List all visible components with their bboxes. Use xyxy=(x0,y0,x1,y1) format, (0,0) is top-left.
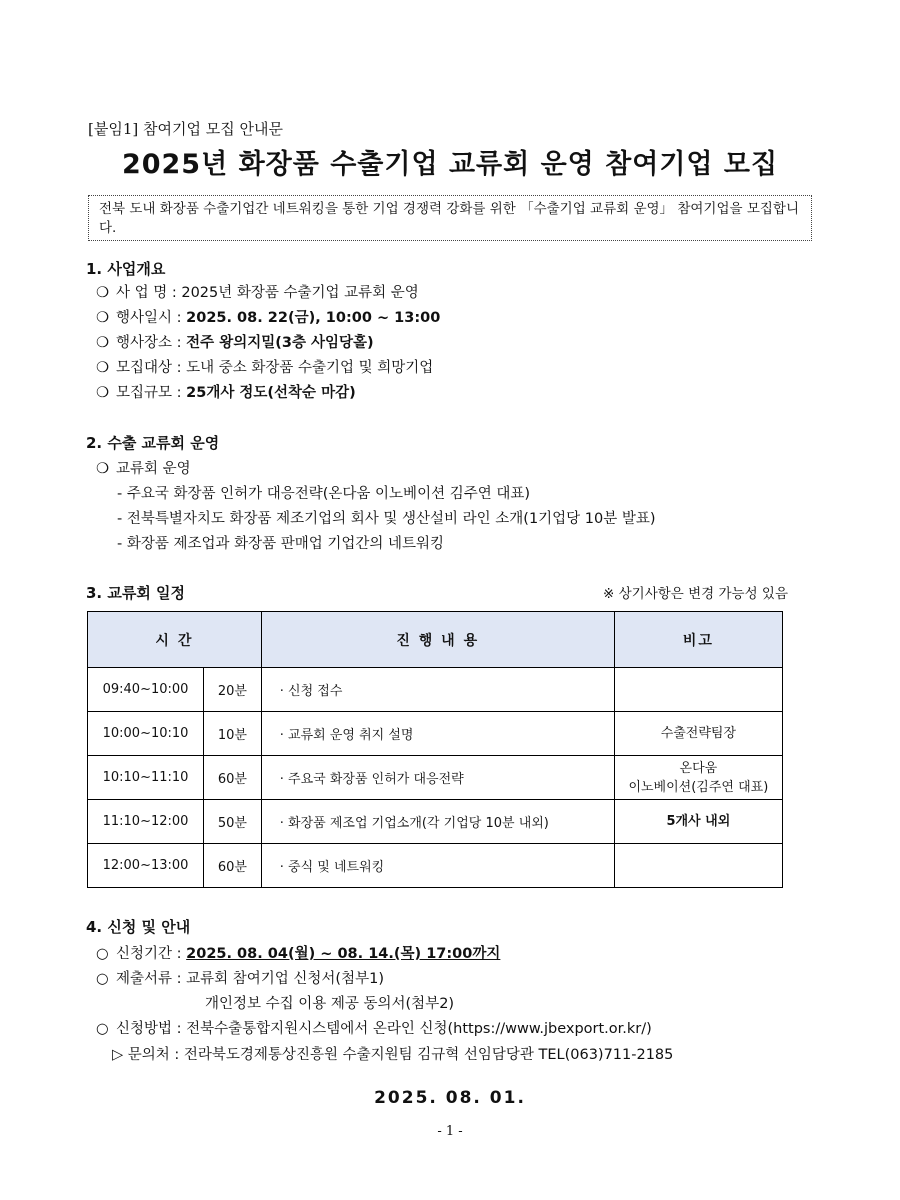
note-line: 온다움 xyxy=(679,760,718,776)
cell-content: · 중식 및 네트워킹 xyxy=(261,844,614,888)
section2-item: - 주요국 화장품 인허가 대응전략(온다움 이노베이션 김주연 대표) xyxy=(117,486,530,502)
table-header-row xyxy=(88,612,783,668)
bullet-icon: ❍ xyxy=(96,285,109,301)
bullet-icon: ○ xyxy=(96,946,109,962)
apply-docs: ○ 제출서류 : 교류회 참여기업 신청서(첨부1) xyxy=(96,971,384,987)
section2-item: - 화장품 제조업과 화장품 판매업 기업간의 네트워킹 xyxy=(117,536,445,552)
cell-content: · 신청 접수 xyxy=(261,668,614,712)
cell-time: 09:40~10:00 xyxy=(88,668,204,712)
note-line: 이노베이션(김주연 대표) xyxy=(628,779,769,795)
cell-note: 수출전략팀장 xyxy=(614,712,782,756)
table-row xyxy=(88,844,783,888)
apply-period: ○ 신청기간 : 2025. 08. 04(월) ~ 08. 14.(목) 17:00까지 xyxy=(96,946,501,962)
cell-note xyxy=(614,756,782,800)
apply-docs-2: 개인정보 수집 이용 제공 동의서(첨부2) xyxy=(205,996,455,1012)
cell-duration: 10분 xyxy=(204,712,262,756)
cell-note: 5개사 내외 xyxy=(614,800,782,844)
bullet-icon: ○ xyxy=(96,1021,109,1037)
header-note: 비고 xyxy=(614,612,782,668)
cell-time: 12:00~13:00 xyxy=(88,844,204,888)
schedule-notice: ※ 상기사항은 변경 가능성 있음 xyxy=(603,586,788,602)
table-row xyxy=(88,668,783,712)
section1-item-date: ❍ 행사일시 : 2025. 08. 22(금), 10:00 ~ 13:00 xyxy=(96,310,441,326)
section1-item-name: ❍ 사 업 명 : 2025년 화장품 수출기업 교류회 운영 xyxy=(96,285,419,301)
bullet-icon: ❍ xyxy=(96,461,109,477)
table-row xyxy=(88,756,783,800)
attachment-label: [붙임1] 참여기업 모집 안내문 xyxy=(88,120,283,138)
section2-item: - 전북특별자치도 화장품 제조기업의 회사 및 생산설비 라인 소개(1기업당 10분 발표) xyxy=(117,511,656,527)
cell-note xyxy=(614,844,782,888)
bullet-icon: ❍ xyxy=(96,310,109,326)
header-content: 진 행 내 용 xyxy=(261,612,614,668)
section1-item-target: ❍ 모집대상 : 도내 중소 화장품 수출기업 및 희망기업 xyxy=(96,360,434,376)
contact-info: ▷ 문의처 : 전라북도경제통상진흥원 수출지원팀 김규혁 선임담당관 TEL(063)711-2185 xyxy=(112,1047,674,1063)
bullet-icon: ❍ xyxy=(96,385,109,401)
section2-heading: 2. 수출 교류회 운영 xyxy=(86,434,220,452)
section2-sub: ❍ 교류회 운영 xyxy=(96,461,191,477)
cell-note xyxy=(614,668,782,712)
bullet-icon: ❍ xyxy=(96,360,109,376)
bullet-icon: ○ xyxy=(96,971,109,987)
cell-time: 10:00~10:10 xyxy=(88,712,204,756)
schedule-table xyxy=(87,611,783,888)
cell-duration: 60분 xyxy=(204,844,262,888)
section3-heading: 3. 교류회 일정 xyxy=(86,584,186,602)
cell-time: 11:10~12:00 xyxy=(88,800,204,844)
document-date: 2025. 08. 01. xyxy=(374,1088,526,1108)
cell-content: · 주요국 화장품 인허가 대응전략 xyxy=(261,756,614,800)
table-row xyxy=(88,712,783,756)
section1-heading: 1. 사업개요 xyxy=(86,260,166,278)
apply-method: ○ 신청방법 : 전북수출통합지원시스템에서 온라인 신청(https://www.jbexport.or.kr/) xyxy=(96,1021,652,1037)
table-row xyxy=(88,800,783,844)
cell-duration: 20분 xyxy=(204,668,262,712)
intro-box: 전북 도내 화장품 수출기업간 네트워킹을 통한 기업 경쟁력 강화를 위한 「수출기업 교류회 운영」 참여기업을 모집합니다. xyxy=(88,195,812,241)
cell-time: 10:10~11:10 xyxy=(88,756,204,800)
bullet-icon: ❍ xyxy=(96,335,109,351)
cell-content: · 교류회 운영 취지 설명 xyxy=(261,712,614,756)
header-time: 시 간 xyxy=(88,612,262,668)
cell-duration: 60분 xyxy=(204,756,262,800)
cell-content: · 화장품 제조업 기업소개(각 기업당 10분 내외) xyxy=(261,800,614,844)
section4-heading: 4. 신청 및 안내 xyxy=(86,918,191,936)
section1-item-venue: ❍ 행사장소 : 전주 왕의지밀(3층 사임당홀) xyxy=(96,335,374,351)
page-number: - 1 - xyxy=(437,1124,463,1139)
section1-item-scale: ❍ 모집규모 : 25개사 정도(선착순 마감) xyxy=(96,385,356,401)
page-title: 2025년 화장품 수출기업 교류회 운영 참여기업 모집 xyxy=(121,149,779,180)
cell-duration: 50분 xyxy=(204,800,262,844)
